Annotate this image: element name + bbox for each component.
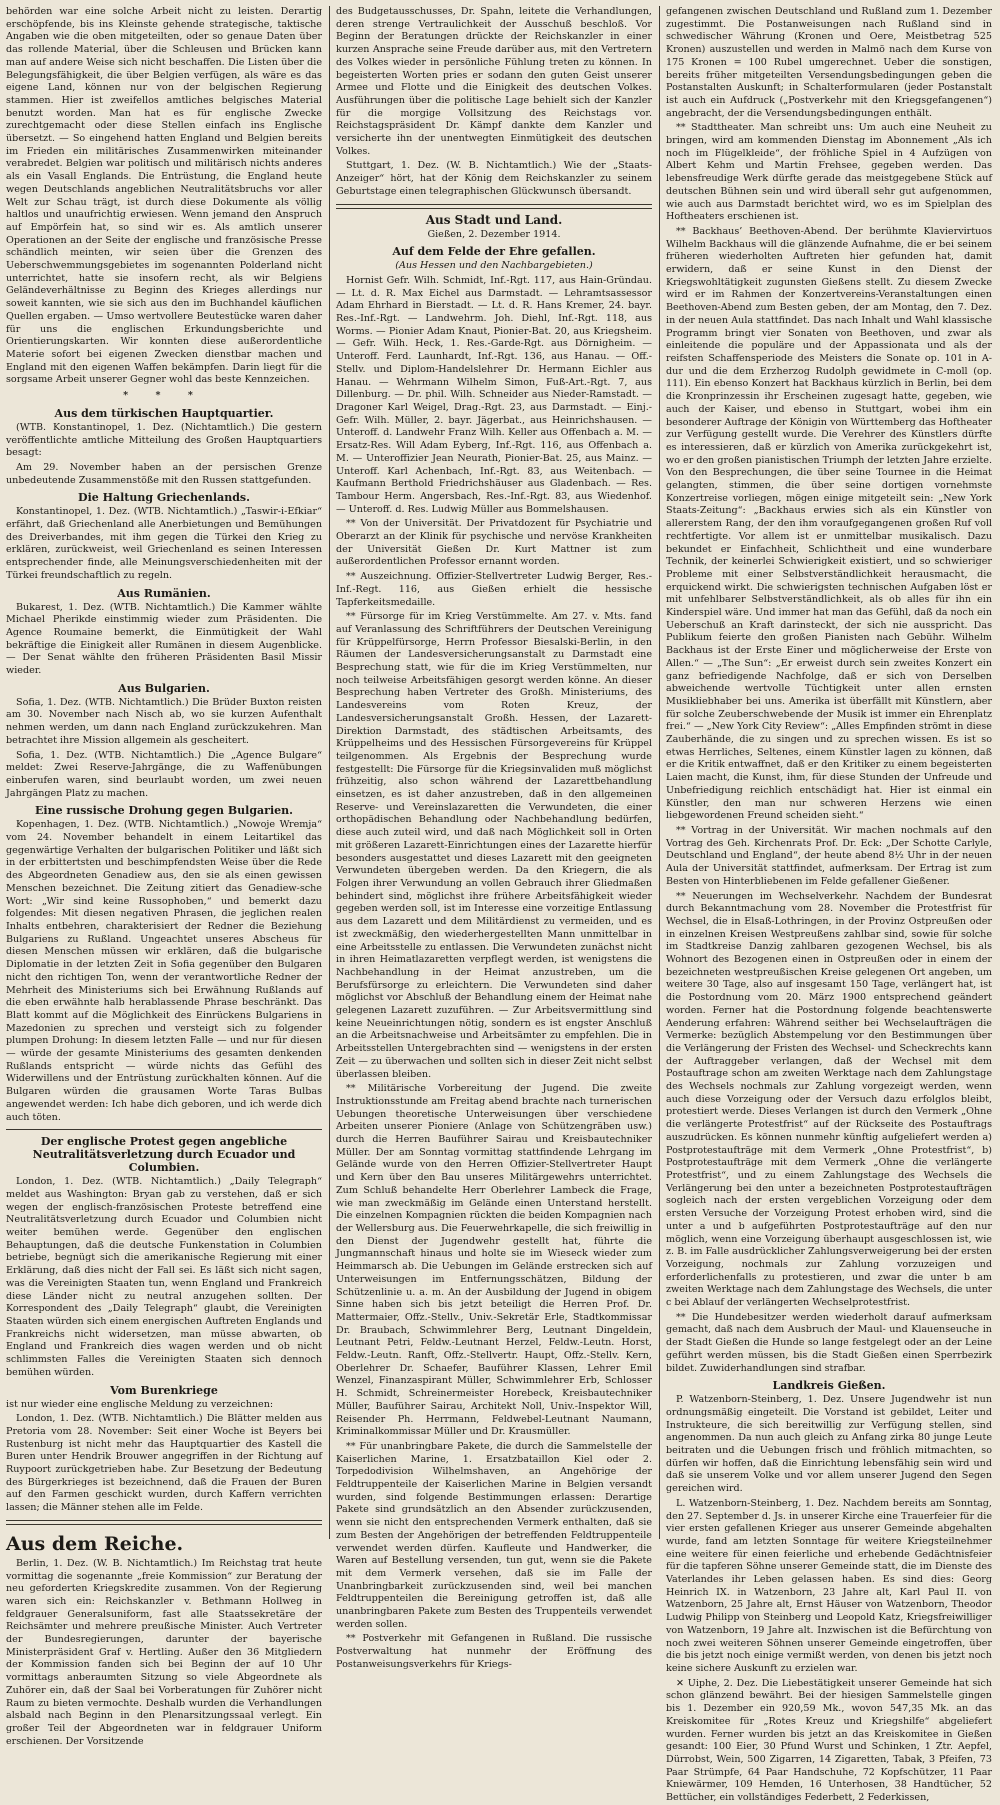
column-1 bbox=[6, 6, 322, 1747]
section-divider bbox=[336, 204, 652, 209]
headline-fallen: Auf dem Felde der Ehre gefallen. bbox=[392, 245, 596, 259]
section-divider bbox=[6, 1520, 322, 1525]
headline-english-protest: Der englische Protest gegen angebliche Neutralitätsverletzung durch Ecuador und Columbien. bbox=[32, 1135, 296, 1175]
article-paragraph: ** Vortrag in der Universität. Wir machen nochmals auf den Vortrag des Geh. Kirchenrats Prof. Dr. Eck: „Der Schotte Carlyle, Deutschland und England“, der heute abend 8½ Uhr in der neuen Aula der Universität stattfindet, aufmerksam. Der Ertrag ist zum Besten von Hinterbliebenen im Felde gefallener Gießener. bbox=[666, 825, 992, 887]
article-paragraph: ** Auszeichnung. Offizier-Stellvertreter Ludwig Berger, Res.-Inf.-Regt. 116, aus Gießen erhielt die hessische Tapferkeitsmedaille. bbox=[336, 571, 652, 608]
article-paragraph: ** Stadttheater. Man schreibt uns: Um auch eine Neuheit zu bringen, wird am kommenden Dienstag im Abonnement „Als ich noch im Flügelkleide“, der fröhliche Spiel in 4 Aufzügen von Albert Kehm und Martin Frehsee, gegeben werden. Das lebensfreudige Werk dürfte gerade das meistgegebene Stück auf deutschen Bühnen sein und wird überall sehr gut aufgenommen, wie auch aus Darmstadt berichtet wird, wo es im Spielplan des Hoftheaters erschienen ist. bbox=[666, 122, 992, 223]
article-paragraph: ** Für unanbringbare Pakete, die durch die Sammelstelle der Kaiserlichen Marine, 1. Ersatzbataillon Kiel oder 2. Torpedodivision Wilhelmshaven, an Angehörige der Feldtruppenteile der Kaiserlichen Marine in Belgien versandt wurden, sind folgende Bestimmungen erlassen: Derartige Pakete sind grundsätzlich an den Absender zurückzusenden, wenn sie nicht den entsprechenden Vermerk enthalten, daß sie zum Besten der Angehörigen der betreffenden Feldtruppenteile verwendet werden dürfen. Kaufleute und Handwerker, die Waren auf Bestellung versenden, tun gut, wenn sie die Pakete mit dem Vermerk versehen, daß sie im Falle der Unanbringbarkeit zurückzusenden sind, weil bei manchen Feldtruppenteilen die Bereinigung getroffen ist, daß alle unanbringbaren Pakete zum Besten des Truppenteils verwendet werden sollen. bbox=[336, 1440, 652, 1630]
article-paragraph: Kopenhagen, 1. Dez. (WTB. Nichtamtlich.) „Nowoje Wremja“ vom 24. November behandelt in einem Leitartikel das gegenwärtige Verhalten der bulgarischen Politiker und läßt sich in der erbittertsten und beschimpfendsten Weise über die Rede des Abgeordneten Genadiew aus, den sie als einen gewissen Menschen bezeichnet. Die Zeitung zitiert das Genadiew-sche Wort: „Wir sind keine Russophoben,“ und bemerkt dazu folgendes: Mit diesen negativen Phrasen, die jeglichen realen Inhalts entbehren, charakterisiert der Redner die Beziehung Bulgariens zu Rußland. Ungeachtet unseres Abscheus für diesen Menschen müssen wir erklären, daß die bulgarische Diplomatie in der letzten Zeit in Sofia gegenüber den Bulgaren nicht den richtigen Ton, wenn der verantwortliche Redner der Mehrheit des Ministeriums sich bei Erwähnung Rußlands auf die eben erwähnte halb herablassende Phrase beschränkt. Das Blatt kommt auf die Möglichkeit des Einrückens Bulgariens in Mazedonien zu sprechen und versteigt sich zu folgender plumpen Drohung: In diesem letzten Falle — und nur für diesen — würde der gesamte Ministeriums des gesamten denkenden Rußlands entspricht — würde nichts das Gefühl des Widerwillens und der Entrüstung zurückhalten können. Auf die Bulgaren würden die grausamen Worte Taras Bulbas angewendet werden: Ich habe dich geboren, und ich werde dich auch töten. bbox=[6, 819, 322, 1123]
section-heading-stadt-land: Aus Stadt und Land. bbox=[425, 212, 563, 227]
article-continuation: gefangenen zwischen Deutschland und Rußland zum 1. Dezember zugestimmt. Die Postanweisungen nach Rußland sind in schwedischer Währung (Kronen und Oere, Meistbetrag 525 Kronen) auszustellen und werden in Malmö nach dem Kurse von 175 Kronen = 100 Rubel umgerechnet. Ueber die sonstigen, bereits früher mitgeteilten Versendungsbedingungen geben die Postanstalten Auskunft; in Schalterformularen (jeder Postanstalt ist auch ein Aufdruck („Postverkehr mit den Kriegsgefangenen“) angebracht, der die Versendungsbedingungen enthält. bbox=[666, 6, 992, 119]
article-paragraph: Hornist Gefr. Wilh. Schmidt, Inf.-Rgt. 117, aus Hain-Gründau. — Lt. d. R. Max Eichel aus Darmstadt. — Lehramtsassessor Adam Ehrhard in Bierstadt. — Lt. d. R. Hans Kremer, 24. bayr. Res.-Inf.-Rgt. — Landwehrm. Joh. Diehl, Inf.-Rgt. 118, aus Worms. — Pionier Adam Knaut, Pionier-Bat. 20, aus Kriegsheim. — Gefr. Wilh. Heck, 1. Res.-Garde-Rgt. aus Dörnigheim. — Unteroff. Ferd. Launhardt, Inf.-Rgt. 136, aus Hanau. — Off.-Stellv. und Diplom-Handelslehrer Dr. Hermann Eichler aus Hanau. — Wehrmann Wilhelm Simon, Fuß-Art.-Rgt. 7, aus Dillenburg. — Dr. phil. Wilh. Schneider aus Nieder-Ramstadt. — Dragoner Karl Weigel, Drag.-Rgt. 23, aus Darmstadt. — Einj.-Gefr. Wilh. Müller, 2. bayr. Jägerbat., aus Heinrichshausen. — Unteroff. d. Landwehr Franz Wilh. Keller aus Offenbach a. M. — Ersatz-Res. Will Adam Eyberg, Inf.-Rgt. 116, aus Offenbach a. M. — Unteroffizier Jean Neurath, Pionier-Bat. 25, aus Mainz. — Unteroff. Karl Achenbach, Inf.-Rgt. 83, aus Weitenbach. — Kaufmann Berthold Friedrichshäuser aus Gladenbach. — Res. Tambour Herm. Angersbach, Res.-Inf.-Rgt. 83, aus Wiedenhof. — Unteroff. d. Res. Ludwig Müller aus Bommelshausen. bbox=[336, 274, 652, 515]
article-paragraph: L. Watzenborn-Steinberg, 1. Dez. Nachdem bereits am Sonntag, den 27. September d. Js. in unserer Kirche eine Trauerfeier für die vier ersten gefallenen Krieger aus unserer Gemeinde abgehalten wurde, fand am letzten Sonntage für weitere Kriegsteilnehmer eine weitere für einen feierliche und erhebende Gedächtnisfeier für die tapferen Söhne unserer Gemeinde statt, die im Dienste des Vaterlandes ihr Leben gelassen haben. Es sind dies: Georg Heinrich IX. in Watzenborn, 23 Jahre alt, Karl Paul II. von Watzenborn, 25 Jahre alt, Ernst Häuser von Watzenborn, Theodor Ludwig Philipp von Steinberg und Leopold Katz, Kriegsfreiwilliger von Watzenborn, 19 Jahre alt. Inzwischen ist die Befürchtung von noch zwei weiteren Söhnen unserer Gemeinde eingetroffen, über die bis jetzt noch einige vermißt werden, von denen bis jetzt noch keine sichere Auskunft zu erzielen war. bbox=[666, 1497, 992, 1674]
headline-turkish-hq: Aus dem türkischen Hauptquartier. bbox=[54, 406, 274, 420]
headline-russian-threat: Eine russische Drohung gegen Bulgarien. bbox=[35, 804, 293, 818]
article-paragraph: Bukarest, 1. Dez. (WTB. Nichtamtlich.) Die Kammer wählte Michael Pherikde einstimmig wieder zum Präsidenten. Die Agence Roumaine bemerkt, die Einmütigkeit der Wahl bekräftige die Einigkeit aller Rumänen in diesem Augenblicke. — Der Senat wählte den früheren Präsidenten Basil Missir wieder. bbox=[6, 601, 322, 677]
article-paragraph: London, 1. Dez. (WTB. Nichtamtlich.) „Daily Telegraph“ meldet aus Washington: Bryan gab zu verstehen, daß er sich wegen der englisch-französischen Proteste betreffend eine Neutralitätsverletzung durch Ecuador und Columbien nicht weiter bemühen werde. Gegenüber den englischen Behauptungen, daß die deutsche Funkenstation in Columbien betriebe, begnügt sich die amerikanische Regierung mit einer Erklärung, daß dies nicht der Fall sei. Es läßt sich nicht sagen, was die Vereinigten Staaten tun, wenn England und Frankreich diese Länder nicht zu neutral anzugehen sollten. Der Korrespondent des „Daily Telegraph“ glaubt, die Vereinigten Staaten würden sich einem energischen Auftreten Englands und Frankreichs nicht widersetzen, man müsse abwarten, ob England und Frankreich dies wagen werden und ob nicht schlimmsten Falles die Vereinigten Staaten sich dennoch bemühen würden. bbox=[6, 1176, 322, 1378]
headline-landkreis: Landkreis Gießen. bbox=[772, 1379, 886, 1393]
article-paragraph: Stuttgart, 1. Dez. (W. B. Nichtamtlich.) Wie der „Staats-Anzeiger“ hört, hat der König dem Reichskanzler zu seinem Geburtstage einen telegraphischen Glückwunsch übersandt. bbox=[336, 160, 652, 197]
headline-bulgaria: Aus Bulgarien. bbox=[118, 681, 210, 695]
article-paragraph: P. Watzenborn-Steinberg, 1. Dez. Unsere Jugendwehr ist nun ordnungsmäßig eingeteilt. Die Vorstand ist gebildet, Leiter und Instrukteure, die sich bereitwillig zur Verfügung stellen, sind angenommen. Da nun auch gleich zu Anfang zirka 80 junge Leute beitraten und die Uebungen frisch und fröhlich mitmachten, so dürfen wir hoffen, daß die Einrichtung lebensfähig sein wird und daß sie unserem Volke und vor allem unserer Jugend den Segen gereichen wird. bbox=[666, 1394, 992, 1495]
article-paragraph: (WTB. Konstantinopel, 1. Dez. (Nichtamtlich.) Die gestern veröffentlichte amtliche Mitteilung des Großen Hauptquartiers besagt: bbox=[6, 421, 322, 459]
article-paragraph: ** Neuerungen im Wechselverkehr. Nachdem der Bundesrat durch Bekanntmachung vom 28. November die Protestfrist für Wechsel, die in Elsaß-Lothringen, in der Provinz Ostpreußen oder in einzelnen Kreisen Westpreußens zahlbar sind, sowie für solche im Stadtkreise Danzig zahlbaren gezogenen Wechsel, bis als Wohnort des Bezogenen einen in Ostpreußen oder in einem der bezeichneten westpreußischen Kreise gelegenen Ort angeben, um weitere 30 Tage, also auf insgesamt 150 Tage, verlängert hat, ist die Postordnung vom 20. März 1900 entsprechend geändert worden. Ferner hat die Postordnung folgende beachtenswerte Aenderung erfahren: Während seither bei Wechselaufträgen die Vermerke: bezüglich Abstempelung vor den Bestimmungen über die Verlängerung der Fristen des Wechsel- und Scheckrechts kann der Auftraggeber verlangen, daß der Wechsel mit dem Postauftrage schon am zweiten Werktage nach dem Zahlungstage des Wechsels nochmals zur Zahlung vorgezeigt werden, wenn auch diese Vorzeigung oder der Versuch dazu erfolglos bleibt, protestiert werde. Dieses Verlangen ist durch den Vermerk „Ohne die verlängerte Protestfrist“ auf der Rückseite des Postauftrags auszudrücken. Es können nunmehr künftig aufgeliefert werden a) Postprotestaufträge mit dem Vermerk „Ohne Protestfrist“, b) Postprotestaufträge mit dem Vermerk „Ohne die verlängerte Protestfrist“, und zu einem Zahlungstage des Wechsels die Verlängerung bei den unter a bezeichneten Postprotestaufträgen sogleich nach der ersten vergeblichen Vorzeigung oder dem ersten Versuche der Vorzeigung Protest erhoben wird, sind die unter a und b aufgeführten Postprotestaufträge auf den nur möglich, wenn eine Vorzeigung überhaupt ausgeschlossen ist, wie z. B. im Falle ausdrücklicher Zahlungsverweigerung bei der ersten Vorzeigung, nochmals zur Zahlung vorzuzeigen und erforderlichenfalls zu protestieren, und zwar die unter b am zweiten Werktage nach dem Zahlungstage des Wechsels, die unter c bei Ablauf der verlängerten Wechselprotestfrist. bbox=[666, 890, 992, 1309]
column-rule bbox=[659, 6, 660, 1539]
article-paragraph: ** Fürsorge für im Krieg Verstümmelte. Am 27. v. Mts. fand auf Veranlassung des Schriftführers der Deutschen Vereinigung für Krüppelfürsorge, Herrn Professor Biesalski-Berlin, in den Räumen der Landesversicherungsanstalt zu Darmstadt eine Besprechung statt, wie für die im Krieg Verstümmelten, nur noch teilweise Arbeitsfähigen gesorgt werden könne. An dieser Besprechung haben Vertreter des Großh. Ministeriums, des Landesvereins vom Roten Kreuz, der Landesversicherungsanstalt Großh. Hessen, der Lazarett-Direktion Darmstadt, des städtischen Arbeitsamts, des Krüppelheims und des Hessischen Fürsorgevereins für Krüppel teilgenommen. Als Ergebnis der Besprechung wurde festgestellt: Die Fürsorge für die Kriegsinvaliden muß möglichst frühzeitig, also schon während der Lazarettbehandlung einsetzen, es ist daher anzustreben, daß in den allgemeinen Reserve- und Vereinslazaretten die Verwundeten, die einer orthopädischen Behandlung oder Nachbehandlung bedürfen, diese auch zuteil wird, und daß nach Möglichkeit soll in Orten mit größeren Lazarett-Einrichtungen eines der Lazarette hierfür besonders ausgestattet und dieses Lazarett mit den geeigneten Verwundeten übergeben werden. Da den Kriegern, die als Folgen ihrer Verwundung an vollen Gebrauch ihrer Gliedmaßen behindert sind, möglichst ihre frühere Arbeitsfähigkeit wieder gegeben werden soll, ist im Interesse eine vorzeitige Entlassung aus dem Lazarett und dem Militärdienst zu vermeiden, und es ist zweckmäßig, den wiederhergestellten Mann unmittelbar in eine Arbeitsstelle zu entlassen. Die Verwundeten zunächst nicht in ihren Heimatlazaretten verpflegt werden, ist wenigstens die Nachbehandlung in der Heimat anzustreben, um die Berufsfürsorge zu erleichtern. Die Verwundeten sind daher möglichst vor Abschluß der Behandlung einem der Heimat nahe gelegenen Lazarett zuzuführen. — Zur Arbeitsvermittlung sind keine Neueinrichtungen nötig, sondern es ist engster Anschluß an die Arbeitsnachweise und Arbeitsämter zu empfehlen. Die in Arbeitsstellen Untergebrachten sind — wenigstens in der ersten Zeit — zu überwachen und sollten sich in dieser Zeit nicht selbst überlassen bleiben. bbox=[336, 611, 652, 1080]
column-3 bbox=[666, 6, 992, 1804]
headline-romania: Aus Rumänien. bbox=[117, 586, 211, 600]
article-paragraph: ** Von der Universität. Der Privatdozent für Psychiatrie und Oberarzt an der Klinik für psychische und nervöse Krankheiten der Universität Gießen Dr. Kurt Mattner ist zum außerordentlichen Professor ernannt worden. bbox=[336, 518, 652, 568]
headline-boer-war: Vom Burenkriege bbox=[110, 1383, 218, 1397]
column-rule bbox=[329, 6, 330, 1539]
article-paragraph: Konstantinopel, 1. Dez. (WTB. Nichtamtlich.) „Taswir-i-Efkiar“ erfährt, daß Griechenland alle Anerbietungen und Bemühungen des Dreiverbandes, mit ihm gegen die Türkei den Krieg zu erklären, zurückweist, weil Griechenland es seinen Interessen entsprechender finde, alle Meinungsverschiedenheiten mit der Türkei freundschaftlich zu regeln. bbox=[6, 506, 322, 581]
section-heading-reich: Aus dem Reiche. bbox=[6, 1532, 184, 1555]
article-continuation: behörden war eine solche Arbeit nicht zu leisten. Derartig erschöpfende, bis ins Kleinste gehende strategische, taktische Angaben wie die oben mitgeteilten, oder so genaue Daten über das rollende Material, über die Schleusen und Brücken kann man auf andere Weise sich nicht beschaffen. Die Listen über die Belegungsfähigkeit, die über Belgien verfügen, als wäre es das eigene Land, können nur von der belgischen Regierung stammen. Hier ist zweifellos amtliches belgisches Material benutzt worden. Man hat es für englische Zwecke zurechtgemacht oder diese Stellen einfach ins Englische übersetzt. — So eingehend hatten England und Belgien bereits im Frieden ein militärisches Zusammenwirken miteinander verabredet. Belgien war politisch und militärisch nichts anderes als ein Vasall Englands. Die Entrüstung, die England heute wegen Deutschlands angeblichen Neutralitätsbruchs vor aller Welt zur Schau trägt, ist durch diese Dokumente als völlig haltlos und unaufrichtig erwiesen. Wenn jemand den Anspruch auf Empörfein hat, so sind wir es. Als amtlich unserer Operationen an der Seite der englische und französische Presse schändlich meinten, wir seien über die Grenzen des Ueberschwemmungsgebietes im sogenannten Polderland nicht unterrichtet, hatte sie insofern recht, als wir Belgiens Geländeverhältnisse zu Beginn des Krieges allerdings nur soweit kannten, wie sie sich aus den im Buchhandel käuflichen Quellen ergaben. — Umso wertvollere Beutestücke waren daher für uns die englischen Erkundungsberichte und Orientierungskarten. Wir konnten diese außerordentliche Materie sofort bei eigenen Zwecken dienstbar machen und England mit den eigenen Waffen bekämpfen. Darin liegt für die sorgsame Arbeit unserer Gegner wohl das beste Kennzeichen. bbox=[6, 6, 322, 386]
article-paragraph: ist nur wieder eine englische Meldung zu verzeichnen: bbox=[6, 1398, 274, 1410]
article-paragraph: ✕ Uiphe, 2. Dez. Die Liebestätigkeit unserer Gemeinde hat sich schon glänzend bewährt. Bei der hiesigen Sammelstelle gingen bis 1. Dezember ein 920,59 Mk., wovon 547,35 Mk. an das Kreiskomitee für „Rotes Kreuz und Kriegshilfe“ abgeliefert wurden. Ferner wurden bis jetzt an das Kreiskomitee in Gießen gesandt: 100 Eier, 30 Pfund Wurst und Schinken, 1 Ztr. Aepfel, Dürrobst, Wein, 500 Zigarren, 14 Zigaretten, Tabak, 3 Pfeifen, 73 Paar Strümpfe, 64 Paar Handschuhe, 72 Kopfschützer, 11 Paar Kniewärmer, 109 Hemden, 16 Unterhosen, 38 Handtücher, 52 Bettücher, ein vollständiges Federbett, 2 Federkissen, bbox=[666, 1677, 992, 1804]
article-paragraph: Berlin, 1. Dez. (W. B. Nichtamtlich.) Im Reichstag trat heute vormittag die sogenannte „freie Kommission“ zur Beratung der neu geforderten Kriegskredite zusammen. Von der Regierung waren sich ein: Reichskanzler v. Bethmann Hollweg in feldgrauer Generalsuniform, fast alle Staatssekretäre der Reichsämter und mehrere preußische Minister. Auch Vertreter der Bundesregierungen, darunter der bayerische Ministerpräsident Graf v. Hertling. Außer den 36 Mitgliedern der Kommission fanden sich bei Beginn der auf 10 Uhr vormittags anberaumten Sitzung so viele Abgeordnete als Zuhörer ein, daß der Saal bei Vorberatungen für Zuhörer nicht Raum zu bieten vermochte. Deshalb wurden die Verhandlungen alsbald nach Beginn in den Plenarsitzungssaal verlegt. Ein großer Teil der Abgeordneten war in feldgrauer Uniform erschienen. Der Vorsitzende bbox=[6, 1557, 322, 1747]
column-2 bbox=[336, 6, 652, 1670]
subheadline: (Aus Hessen und den Nachbargebieten.) bbox=[395, 260, 593, 272]
article-continuation: des Budgetausschusses, Dr. Spahn, leitete die Verhandlungen, deren strenge Vertraulichkeit der Ausschuß beschloß. Vor Beginn der Beratungen drückte der Reichskanzler in einer kurzen Ansprache seine Freude darüber aus, mit den Vertretern des Volkes wieder in persönliche Fühlung treten zu können. In begeisterten Worten pries er sodann den guten Geist unserer Armee und Flotte und die Einigkeit des deutschen Volkes. Ausführungen über die politische Lage behielt sich der Kanzler für die morgige Vollsitzung des Reichstags vor. Reichstagspräsident Dr. Kämpf dankte dem Kanzler und versicherte ihn der unentwegten Einmütigkeit des deutschen Volkes. bbox=[336, 6, 652, 157]
article-paragraph: ** Die Hundebesitzer werden wiederholt darauf aufmerksam gemacht, daß nach dem Ausbruch der Maul- und Klauenseuche in der Stadt Gießen die Hunde so lange festgelegt oder an der Leine geführt werden müssen, bis die Stadt Gießen einen Sperrbezirk bildet. Zuwiderhandlungen sind strafbar. bbox=[666, 1311, 992, 1374]
article-paragraph: Sofia, 1. Dez. (WTB. Nichtamtlich.) Die Brüder Buxton reisten am 30. November nach Nisch ab, wo sie kurzen Aufenthalt nehmen werden, um dann nach England zurückzukehren. Man betrachtet ihre Mission allgemein als gescheitert. bbox=[6, 696, 322, 746]
section-separator: * * * bbox=[123, 390, 205, 402]
headline-greece: Die Haltung Griechenlands. bbox=[78, 491, 250, 505]
article-paragraph: ** Backhaus’ Beethoven-Abend. Der berühmte Klaviervirtuos Wilhelm Backhaus will die glänzende Aufnahme, die er bei seinem früheren wiederholten Auftreten hier gefunden hat, damit erwidern, daß er seine Kunst in den Dienst der Kriegswohltätigkeit zugunsten Gießens stellt. Zu diesem Zwecke wird er im Rahmen der Konzertvereins-Veranstaltungen einen Beethoven-Abend zum Besten geben, der am Montag, den 7. Dez. in der neuen Aula stattfindet. Das nach Inhalt und Wahl klassische Programm bringt vier Sonaten von Beethoven, und zwar als einleitende die populäre und der Appassionata und als der reifsten Schaffensperiode des Meisters die Sonate op. 101 in A-dur und die dem Erzherzog Rudolph gewidmete in C-moll (op. 111). Ein ebenso Konzert hat Backhaus kürzlich in Berlin, bei dem die Kronprinzessin ihr Erscheinen zugesagt hatte, gegeben, wie auch der Kaiser, und ebenso in Stuttgart, wobei ihm ein besonderer Auftrage der Königin von Württemberg das Hoftheater zur Verfügung gestellt wurde. Die Verehrer des Künstlers dürfte es interessieren, daß er kürzlich von Amerika zurückgekehrt ist, wo er den großen pianistischen Triumph der letzten Jahre erzielte. Von den Besprechungen, die über seine Tournee in die Heimat gelangten, stimmen, die über seine dortigen vornehmste Konzertreise vorliegen, mögen einige mitgeteilt sein: „New York Staats-Zeitung“: „Backhaus erwies sich als ein Künstler von allererstem Rang, der den ihm voraufgegangenen großen Ruf voll rechtfertigte. Vor allem ist er unmittelbar musikalisch. Dazu bekundet er Einfachheit, Schlichtheit und eine wunderbare Technik, der keinerlei Schwierigkeit existiert, und so schwieriger Probleme mit einer Selbstverständlichkeit herausmacht, die erquickend wirkt. Die schwierigsten technischen Aufgaben löst er mit unfehlbarer Selbstverständlichkeit, als ob alles für ihn ein Kinderspiel wäre. Und immer hat man das Gefühl, daß da noch ein Ueberschuß an Kraft darinsteckt, der sich nie ausspricht. Das Publikum feierte den großen Pianisten nach Gebühr. Wilhelm Backhaus ist der Erste Einer und möglicherweise der Erste von Allen.“ — „The Sun“: „Er erweist durch sein zweites Konzert ein ganz befriedigende Nachfolge, daß er sich von Derselben abweichende wertvolle Tüchtigkeit unter allen ernsten Musikliebhaber bei uns. Amerika ist überfällt mit Künstlern, aber für solche Zeuberschwebende der Musik ist immer ein Ehrenplatz frei.“ — „New York City Review“: „Alles Empfinden strömt in diese Zauberhände, die zu singen und zu sprechen wissen. Es ist so etwas Herrliches, Seltenes, einem Künstler lagen zu können, daß er die Kritik entwaffnet, daß er den Kritiker zu einem begeisterten Laien macht, die Kunst, ihm, für diese Stunden der Unfreude und Unbefriedigung reichlich entschädigt hat. Hier ist einmal ein Künstler, den man nur schweren Herzens wie einen liebgewordenen Freund scheiden sieht.“ bbox=[666, 225, 992, 822]
article-paragraph: Am 29. November haben an der persischen Grenze unbedeutende Zusammenstöße mit den Russen stattgefunden. bbox=[6, 461, 322, 486]
divider bbox=[6, 1129, 322, 1130]
dateline: Gießen, 2. Dezember 1914. bbox=[427, 228, 561, 240]
article-paragraph: Sofia, 1. Dez. (WTB. Nichtamtlich.) Die „Agence Bulgare“ meldet: Zwei Reserve-Jahrgänge, die zu Waffenübungen einberufen waren, sind beurlaubt worden, um zwei neuen Jahrgängen Platz zu machen. bbox=[6, 749, 322, 799]
article-paragraph: London, 1. Dez. (WTB. Nichtamtlich.) Die Blätter melden aus Pretoria vom 28. November: Seit einer Woche ist Beyers bei Rustenburg ist nicht mehr das Hauptquartier des Kastell die Buren unter Hendrik Brouwer angegriffen in der Richtung auf Ruypoort zurückgetrieben habe. Zur Besetzung der Bedeutung des Bürgerkrieges ist bezeichnend, daß die Frauen der Buren auf den Farmen geschickt wurden, durch Kaffern verrichten lassen; die Männer stehen alle im Felde. bbox=[6, 1413, 322, 1514]
article-paragraph: ** Militärische Vorbereitung der Jugend. Die zweite Instruktionsstunde am Freitag abend brachte nach turnerischen Uebungen theoretische Unterweisungen über verschiedene Arbeiten unserer Pioniere (Anlage von Schützengräben usw.) durch die Herren Bauführer Sairau und Kreisbautechniker Müller. Der am Sonntag vormittag stattfindende Lehrgang im Gelände wurde von den Herren Offizier-Stellvertreter Haupt und Kern über den Bau unseres Militärgewehrs unterrichtet. Zum Schluß behandelte Herr Oberlehrer Lambeck die Frage, wie man zweckmäßig im Gelände einen Unterstand herstellt. Die einzelnen Kompagnien rückten die beiden Kompagnien nach der Wellersburg aus. Die Feuerwehrkapelle, die sich freiwillig in den Dienst der Jugendwehr gestellt hat, führte die Jungmannschaft hinaus und holte sie im Wieseck wieder zum Heimmarsch ab. Die Uebungen im Gelände erstrecken sich auf Unterweisungen im Entfernungsschätzen, Bildung der Schützenlinie u. a. m. An der Ausbildung der Jugend in obigem Sinne haben sich bis jetzt beteiligt die Herren Prof. Dr. Mattermaier, Offz.-Stellv., Univ.-Sekretär Erle, Stadtkommissar Dr. Braubach, Schwimmlehrer Berg, Leutnant Dingeldein, Leutnant Petri, Feldw.-Leutnant Herzel, Feldw.-Leutn. Horst, Feldw.-Leutn. Ranft, Offz.-Stellvertr. Haupt, Offz.-Stellv. Kern, Oberlehrer Dr. Schaefer, Bauführer Klassen, Lehrer Emil Wenzel, Finanzaspirant Müller, Schwimmlehrer Erb, Schlosser H. Schmidt, Schreinermeister Horebeck, Kreisbautechniker Müller, Bauführer Sairau, Architekt Noll, Univ.-Inspektor Will, Reisender Ph. Herrmann, Feldwebel-Leutnant Naumann, Kriminalkommissar Müller und Dr. Krausmüller. bbox=[336, 1083, 652, 1438]
article-paragraph: ** Postverkehr mit Gefangenen in Rußland. Die russische Postverwaltung hat nunmehr der Eröffnung des Postanweisungsverkehrs für Kriegs- bbox=[336, 1633, 652, 1670]
